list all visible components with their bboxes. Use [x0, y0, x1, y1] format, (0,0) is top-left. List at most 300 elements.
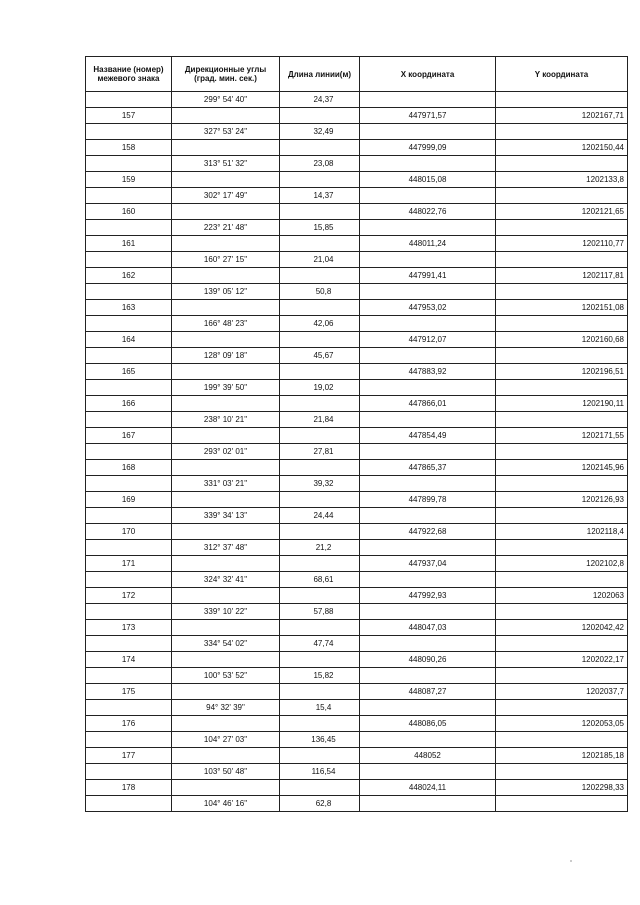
bearing-cell — [172, 780, 280, 796]
line-length-value: 39,32 — [313, 479, 334, 488]
x-coordinate-cell: 448022,76 — [360, 204, 496, 220]
table-row — [86, 332, 628, 348]
bearing-cell: 223° 21' 48" — [172, 220, 280, 236]
line-length-cell — [280, 524, 360, 540]
y-coordinate-cell: 1202171,55 — [496, 428, 628, 444]
y-coordinate-cell: 1202118,4 — [496, 524, 628, 540]
bearing-cell: 104° 46' 16" — [172, 796, 280, 812]
table-row — [86, 524, 628, 540]
point-name-cell: 171 — [86, 556, 172, 572]
line-length-value: 47,74 — [313, 639, 334, 648]
y-coordinate-cell — [496, 252, 628, 268]
line-length-cell — [280, 604, 360, 620]
bearing-cell: 199° 39' 50" — [172, 380, 280, 396]
bearing-cell: 128° 09' 18" — [172, 348, 280, 364]
bearing-cell — [172, 396, 280, 412]
point-name-cell — [86, 252, 172, 268]
bearing-cell: 313° 51' 32" — [172, 156, 280, 172]
point-name-cell — [86, 188, 172, 204]
line-length-cell — [280, 540, 360, 556]
line-length-cell — [280, 780, 360, 796]
bearing-cell — [172, 428, 280, 444]
y-coordinate-cell — [496, 124, 628, 140]
x-coordinate-cell: 447883,92 — [360, 364, 496, 380]
point-name-cell — [86, 380, 172, 396]
table-row — [86, 156, 628, 172]
y-coordinate-cell: 1202117,81 — [496, 268, 628, 284]
line-length-value: 136,45 — [311, 735, 336, 744]
bearing-cell — [172, 268, 280, 284]
table-row — [86, 140, 628, 156]
point-name-cell: 177 — [86, 748, 172, 764]
table-row — [86, 188, 628, 204]
bearing-cell — [172, 716, 280, 732]
point-name-cell — [86, 508, 172, 524]
bearing-cell: 334° 54' 02" — [172, 636, 280, 652]
line-length-value: 14,37 — [313, 191, 334, 200]
point-name-cell: 162 — [86, 268, 172, 284]
x-coordinate-cell: 447992,93 — [360, 588, 496, 604]
line-length-value: 21,2 — [315, 543, 332, 552]
line-length-cell — [280, 652, 360, 668]
y-coordinate-cell: 1202063 — [496, 588, 628, 604]
table-row — [86, 716, 628, 732]
line-length-cell — [280, 668, 360, 684]
bearing-cell: 324° 32' 41" — [172, 572, 280, 588]
line-length-value: 15,4 — [315, 703, 332, 712]
point-name-cell: 175 — [86, 684, 172, 700]
header-y-coordinate: Y координата — [496, 57, 628, 92]
line-length-cell — [280, 444, 360, 460]
bearing-cell — [172, 108, 280, 124]
point-name-cell — [86, 156, 172, 172]
line-length-cell — [280, 508, 360, 524]
bearing-cell — [172, 588, 280, 604]
line-length-cell — [280, 796, 360, 812]
line-length-cell — [280, 364, 360, 380]
y-coordinate-cell: 1202053,05 — [496, 716, 628, 732]
point-name-cell: 167 — [86, 428, 172, 444]
line-length-value: 27,81 — [313, 447, 334, 456]
line-length-cell — [280, 236, 360, 252]
y-coordinate-cell: 1202133,8 — [496, 172, 628, 188]
line-length-value: 19,02 — [313, 383, 334, 392]
x-coordinate-cell: 448047,03 — [360, 620, 496, 636]
line-length-value: 23,08 — [313, 159, 334, 168]
x-coordinate-cell: 447854,49 — [360, 428, 496, 444]
table-row — [86, 636, 628, 652]
table-row — [86, 764, 628, 780]
x-coordinate-cell: 448015,08 — [360, 172, 496, 188]
header-bearing: Дирекционные углы (град. мин. сек.) — [172, 57, 280, 92]
y-coordinate-cell: 1202110,77 — [496, 236, 628, 252]
x-coordinate-cell — [360, 124, 496, 140]
table-row — [86, 796, 628, 812]
line-length-cell — [280, 572, 360, 588]
x-coordinate-cell — [360, 572, 496, 588]
bearing-cell: 100° 53' 52" — [172, 668, 280, 684]
x-coordinate-cell: 447899,78 — [360, 492, 496, 508]
point-name-cell — [86, 572, 172, 588]
line-length-cell — [280, 204, 360, 220]
y-coordinate-cell — [496, 156, 628, 172]
table-row — [86, 556, 628, 572]
bearing-cell: 139° 05' 12" — [172, 284, 280, 300]
point-name-cell: 176 — [86, 716, 172, 732]
bearing-cell — [172, 620, 280, 636]
x-coordinate-cell — [360, 604, 496, 620]
bearing-cell: 104° 27' 03" — [172, 732, 280, 748]
line-length-cell — [280, 460, 360, 476]
y-coordinate-cell — [496, 380, 628, 396]
x-coordinate-cell: 447971,57 — [360, 108, 496, 124]
point-name-cell: 158 — [86, 140, 172, 156]
y-coordinate-cell: 1202298,33 — [496, 780, 628, 796]
point-name-cell — [86, 444, 172, 460]
x-coordinate-cell — [360, 348, 496, 364]
bearing-cell: 299° 54' 40" — [172, 92, 280, 108]
point-name-cell: 161 — [86, 236, 172, 252]
bearing-cell — [172, 332, 280, 348]
x-coordinate-cell: 447912,07 — [360, 332, 496, 348]
y-coordinate-cell — [496, 764, 628, 780]
point-name-cell — [86, 92, 172, 108]
y-coordinate-cell: 1202190,11 — [496, 396, 628, 412]
point-name-cell: 157 — [86, 108, 172, 124]
y-coordinate-cell — [496, 412, 628, 428]
y-coordinate-cell — [496, 476, 628, 492]
line-length-value: 24,37 — [313, 95, 334, 104]
x-coordinate-cell — [360, 444, 496, 460]
y-coordinate-cell: 1202150,44 — [496, 140, 628, 156]
y-coordinate-cell — [496, 92, 628, 108]
line-length-cell — [280, 700, 360, 716]
x-coordinate-cell: 448086,05 — [360, 716, 496, 732]
bearing-cell: 339° 10' 22" — [172, 604, 280, 620]
header-row — [86, 57, 628, 92]
y-coordinate-cell — [496, 220, 628, 236]
table-row — [86, 284, 628, 300]
x-coordinate-cell: 448024,11 — [360, 780, 496, 796]
line-length-value: 45,67 — [313, 351, 334, 360]
line-length-cell — [280, 220, 360, 236]
table-row — [86, 364, 628, 380]
x-coordinate-cell — [360, 412, 496, 428]
bearing-cell — [172, 460, 280, 476]
x-coordinate-cell — [360, 732, 496, 748]
table-row — [86, 348, 628, 364]
bearing-cell — [172, 236, 280, 252]
point-name-cell: 165 — [86, 364, 172, 380]
point-name-cell — [86, 124, 172, 140]
x-coordinate-cell: 447922,68 — [360, 524, 496, 540]
table-row — [86, 252, 628, 268]
table-row — [86, 508, 628, 524]
line-length-cell — [280, 108, 360, 124]
point-name-cell: 163 — [86, 300, 172, 316]
x-coordinate-cell — [360, 508, 496, 524]
header-length: Длина линии(м) — [280, 57, 360, 92]
point-name-cell — [86, 732, 172, 748]
table-row — [86, 92, 628, 108]
line-length-value: 57,88 — [313, 607, 334, 616]
bearing-cell — [172, 652, 280, 668]
line-length-value: 42,06 — [313, 319, 334, 328]
y-coordinate-cell — [496, 700, 628, 716]
line-length-cell — [280, 188, 360, 204]
point-name-cell — [86, 636, 172, 652]
bearing-cell: 331° 03' 21" — [172, 476, 280, 492]
y-coordinate-cell — [496, 732, 628, 748]
x-coordinate-cell — [360, 380, 496, 396]
bearing-cell: 302° 17' 49" — [172, 188, 280, 204]
line-length-value: 24,44 — [313, 511, 334, 520]
point-name-cell — [86, 476, 172, 492]
point-name-cell — [86, 220, 172, 236]
table-row — [86, 668, 628, 684]
bearing-cell — [172, 204, 280, 220]
x-coordinate-cell: 448090,26 — [360, 652, 496, 668]
bearing-cell — [172, 556, 280, 572]
point-name-cell: 172 — [86, 588, 172, 604]
table-row — [86, 380, 628, 396]
table-row — [86, 172, 628, 188]
line-length-cell — [280, 684, 360, 700]
line-length-cell — [280, 300, 360, 316]
table-row — [86, 540, 628, 556]
y-coordinate-cell: 1202042,42 — [496, 620, 628, 636]
line-length-cell — [280, 556, 360, 572]
line-length-cell — [280, 156, 360, 172]
bearing-cell — [172, 684, 280, 700]
point-name-cell — [86, 668, 172, 684]
x-coordinate-cell: 447937,04 — [360, 556, 496, 572]
point-name-cell — [86, 284, 172, 300]
table-row — [86, 780, 628, 796]
x-coordinate-cell — [360, 796, 496, 812]
line-length-cell — [280, 92, 360, 108]
y-coordinate-cell — [496, 348, 628, 364]
point-name-cell: 174 — [86, 652, 172, 668]
bearing-cell: 312° 37' 48" — [172, 540, 280, 556]
x-coordinate-cell — [360, 316, 496, 332]
line-length-value: 15,82 — [313, 671, 334, 680]
point-name-cell — [86, 316, 172, 332]
line-length-value: 62,8 — [315, 799, 332, 808]
point-name-cell — [86, 700, 172, 716]
table-row — [86, 700, 628, 716]
y-coordinate-cell: 1202126,93 — [496, 492, 628, 508]
bearing-cell: 160° 27' 15" — [172, 252, 280, 268]
y-coordinate-cell — [496, 604, 628, 620]
y-coordinate-cell: 1202167,71 — [496, 108, 628, 124]
y-coordinate-cell — [496, 188, 628, 204]
line-length-cell — [280, 732, 360, 748]
bearing-cell — [172, 492, 280, 508]
y-coordinate-cell: 1202121,65 — [496, 204, 628, 220]
bearing-cell: 293° 02' 01" — [172, 444, 280, 460]
y-coordinate-cell: 1202151,08 — [496, 300, 628, 316]
table-row — [86, 620, 628, 636]
point-name-cell: 168 — [86, 460, 172, 476]
x-coordinate-cell: 447991,41 — [360, 268, 496, 284]
x-coordinate-cell — [360, 220, 496, 236]
x-coordinate-cell — [360, 188, 496, 204]
point-name-cell: 173 — [86, 620, 172, 636]
y-coordinate-cell: 1202022,17 — [496, 652, 628, 668]
bearing-cell — [172, 748, 280, 764]
y-coordinate-cell: 1202145,96 — [496, 460, 628, 476]
point-name-cell — [86, 796, 172, 812]
line-length-cell — [280, 620, 360, 636]
x-coordinate-cell — [360, 252, 496, 268]
bearing-cell — [172, 172, 280, 188]
line-length-value: 116,54 — [311, 767, 336, 776]
line-length-cell — [280, 476, 360, 492]
bearing-cell: 166° 48' 23" — [172, 316, 280, 332]
table-row — [86, 236, 628, 252]
table-row — [86, 108, 628, 124]
bearing-cell — [172, 524, 280, 540]
bearing-cell — [172, 364, 280, 380]
coordinates-table — [85, 56, 628, 812]
table-row — [86, 220, 628, 236]
x-coordinate-cell — [360, 636, 496, 652]
x-coordinate-cell — [360, 700, 496, 716]
point-name-cell: 164 — [86, 332, 172, 348]
x-coordinate-cell: 447999,09 — [360, 140, 496, 156]
point-name-cell: 159 — [86, 172, 172, 188]
line-length-cell — [280, 716, 360, 732]
line-length-cell — [280, 316, 360, 332]
bearing-cell: 327° 53' 24" — [172, 124, 280, 140]
line-length-cell — [280, 284, 360, 300]
line-length-value: 32,49 — [313, 127, 334, 136]
table-row — [86, 124, 628, 140]
line-length-value: 68,61 — [313, 575, 334, 584]
x-coordinate-cell — [360, 668, 496, 684]
header-point-name: Название (номер) межевого знака — [86, 57, 172, 92]
line-length-value: 21,84 — [313, 415, 334, 424]
y-coordinate-cell: 1202037,7 — [496, 684, 628, 700]
line-length-cell — [280, 268, 360, 284]
x-coordinate-cell: 448011,24 — [360, 236, 496, 252]
point-name-cell: 160 — [86, 204, 172, 220]
x-coordinate-cell: 448052 — [360, 748, 496, 764]
x-coordinate-cell: 447865,37 — [360, 460, 496, 476]
table-row — [86, 476, 628, 492]
point-name-cell: 166 — [86, 396, 172, 412]
table-row — [86, 748, 628, 764]
line-length-cell — [280, 332, 360, 348]
x-coordinate-cell — [360, 764, 496, 780]
table-row — [86, 268, 628, 284]
y-coordinate-cell — [496, 444, 628, 460]
table-row — [86, 428, 628, 444]
y-coordinate-cell: 1202160,68 — [496, 332, 628, 348]
table-body — [86, 92, 628, 812]
table-row — [86, 604, 628, 620]
line-length-cell — [280, 412, 360, 428]
scan-speck — [570, 860, 572, 862]
table-row — [86, 652, 628, 668]
line-length-cell — [280, 380, 360, 396]
point-name-cell: 170 — [86, 524, 172, 540]
header-x-coordinate: X координата — [360, 57, 496, 92]
y-coordinate-cell — [496, 636, 628, 652]
table-row — [86, 300, 628, 316]
y-coordinate-cell: 1202196,51 — [496, 364, 628, 380]
point-name-cell — [86, 764, 172, 780]
y-coordinate-cell — [496, 668, 628, 684]
y-coordinate-cell — [496, 508, 628, 524]
line-length-cell — [280, 172, 360, 188]
line-length-cell — [280, 764, 360, 780]
table-row — [86, 572, 628, 588]
y-coordinate-cell — [496, 284, 628, 300]
point-name-cell — [86, 412, 172, 428]
line-length-value: 15,85 — [313, 223, 334, 232]
y-coordinate-cell: 1202102,8 — [496, 556, 628, 572]
bearing-cell — [172, 300, 280, 316]
x-coordinate-cell — [360, 156, 496, 172]
bearing-cell: 238° 10' 21" — [172, 412, 280, 428]
x-coordinate-cell: 447953,02 — [360, 300, 496, 316]
table-row — [86, 316, 628, 332]
line-length-cell — [280, 588, 360, 604]
table-row — [86, 732, 628, 748]
line-length-cell — [280, 748, 360, 764]
bearing-cell: 339° 34' 13" — [172, 508, 280, 524]
x-coordinate-cell — [360, 284, 496, 300]
y-coordinate-cell — [496, 316, 628, 332]
point-name-cell: 169 — [86, 492, 172, 508]
y-coordinate-cell: 1202185,18 — [496, 748, 628, 764]
x-coordinate-cell: 447866,01 — [360, 396, 496, 412]
line-length-cell — [280, 348, 360, 364]
point-name-cell — [86, 348, 172, 364]
table-row — [86, 588, 628, 604]
table-row — [86, 460, 628, 476]
line-length-value: 21,04 — [313, 255, 334, 264]
bearing-cell — [172, 140, 280, 156]
table-row — [86, 396, 628, 412]
table-row — [86, 204, 628, 220]
table-row — [86, 412, 628, 428]
bearing-cell: 94° 32' 39" — [172, 700, 280, 716]
x-coordinate-cell — [360, 92, 496, 108]
line-length-cell — [280, 428, 360, 444]
y-coordinate-cell — [496, 572, 628, 588]
point-name-cell — [86, 604, 172, 620]
line-length-cell — [280, 396, 360, 412]
point-name-cell — [86, 540, 172, 556]
point-name-cell: 178 — [86, 780, 172, 796]
x-coordinate-cell — [360, 540, 496, 556]
table-row — [86, 684, 628, 700]
bearing-cell: 103° 50' 48" — [172, 764, 280, 780]
x-coordinate-cell: 448087,27 — [360, 684, 496, 700]
x-coordinate-cell — [360, 476, 496, 492]
line-length-cell — [280, 636, 360, 652]
line-length-cell — [280, 252, 360, 268]
line-length-value: 50,8 — [315, 287, 332, 296]
y-coordinate-cell — [496, 796, 628, 812]
table-row — [86, 492, 628, 508]
line-length-cell — [280, 124, 360, 140]
line-length-cell — [280, 140, 360, 156]
table-row — [86, 444, 628, 460]
